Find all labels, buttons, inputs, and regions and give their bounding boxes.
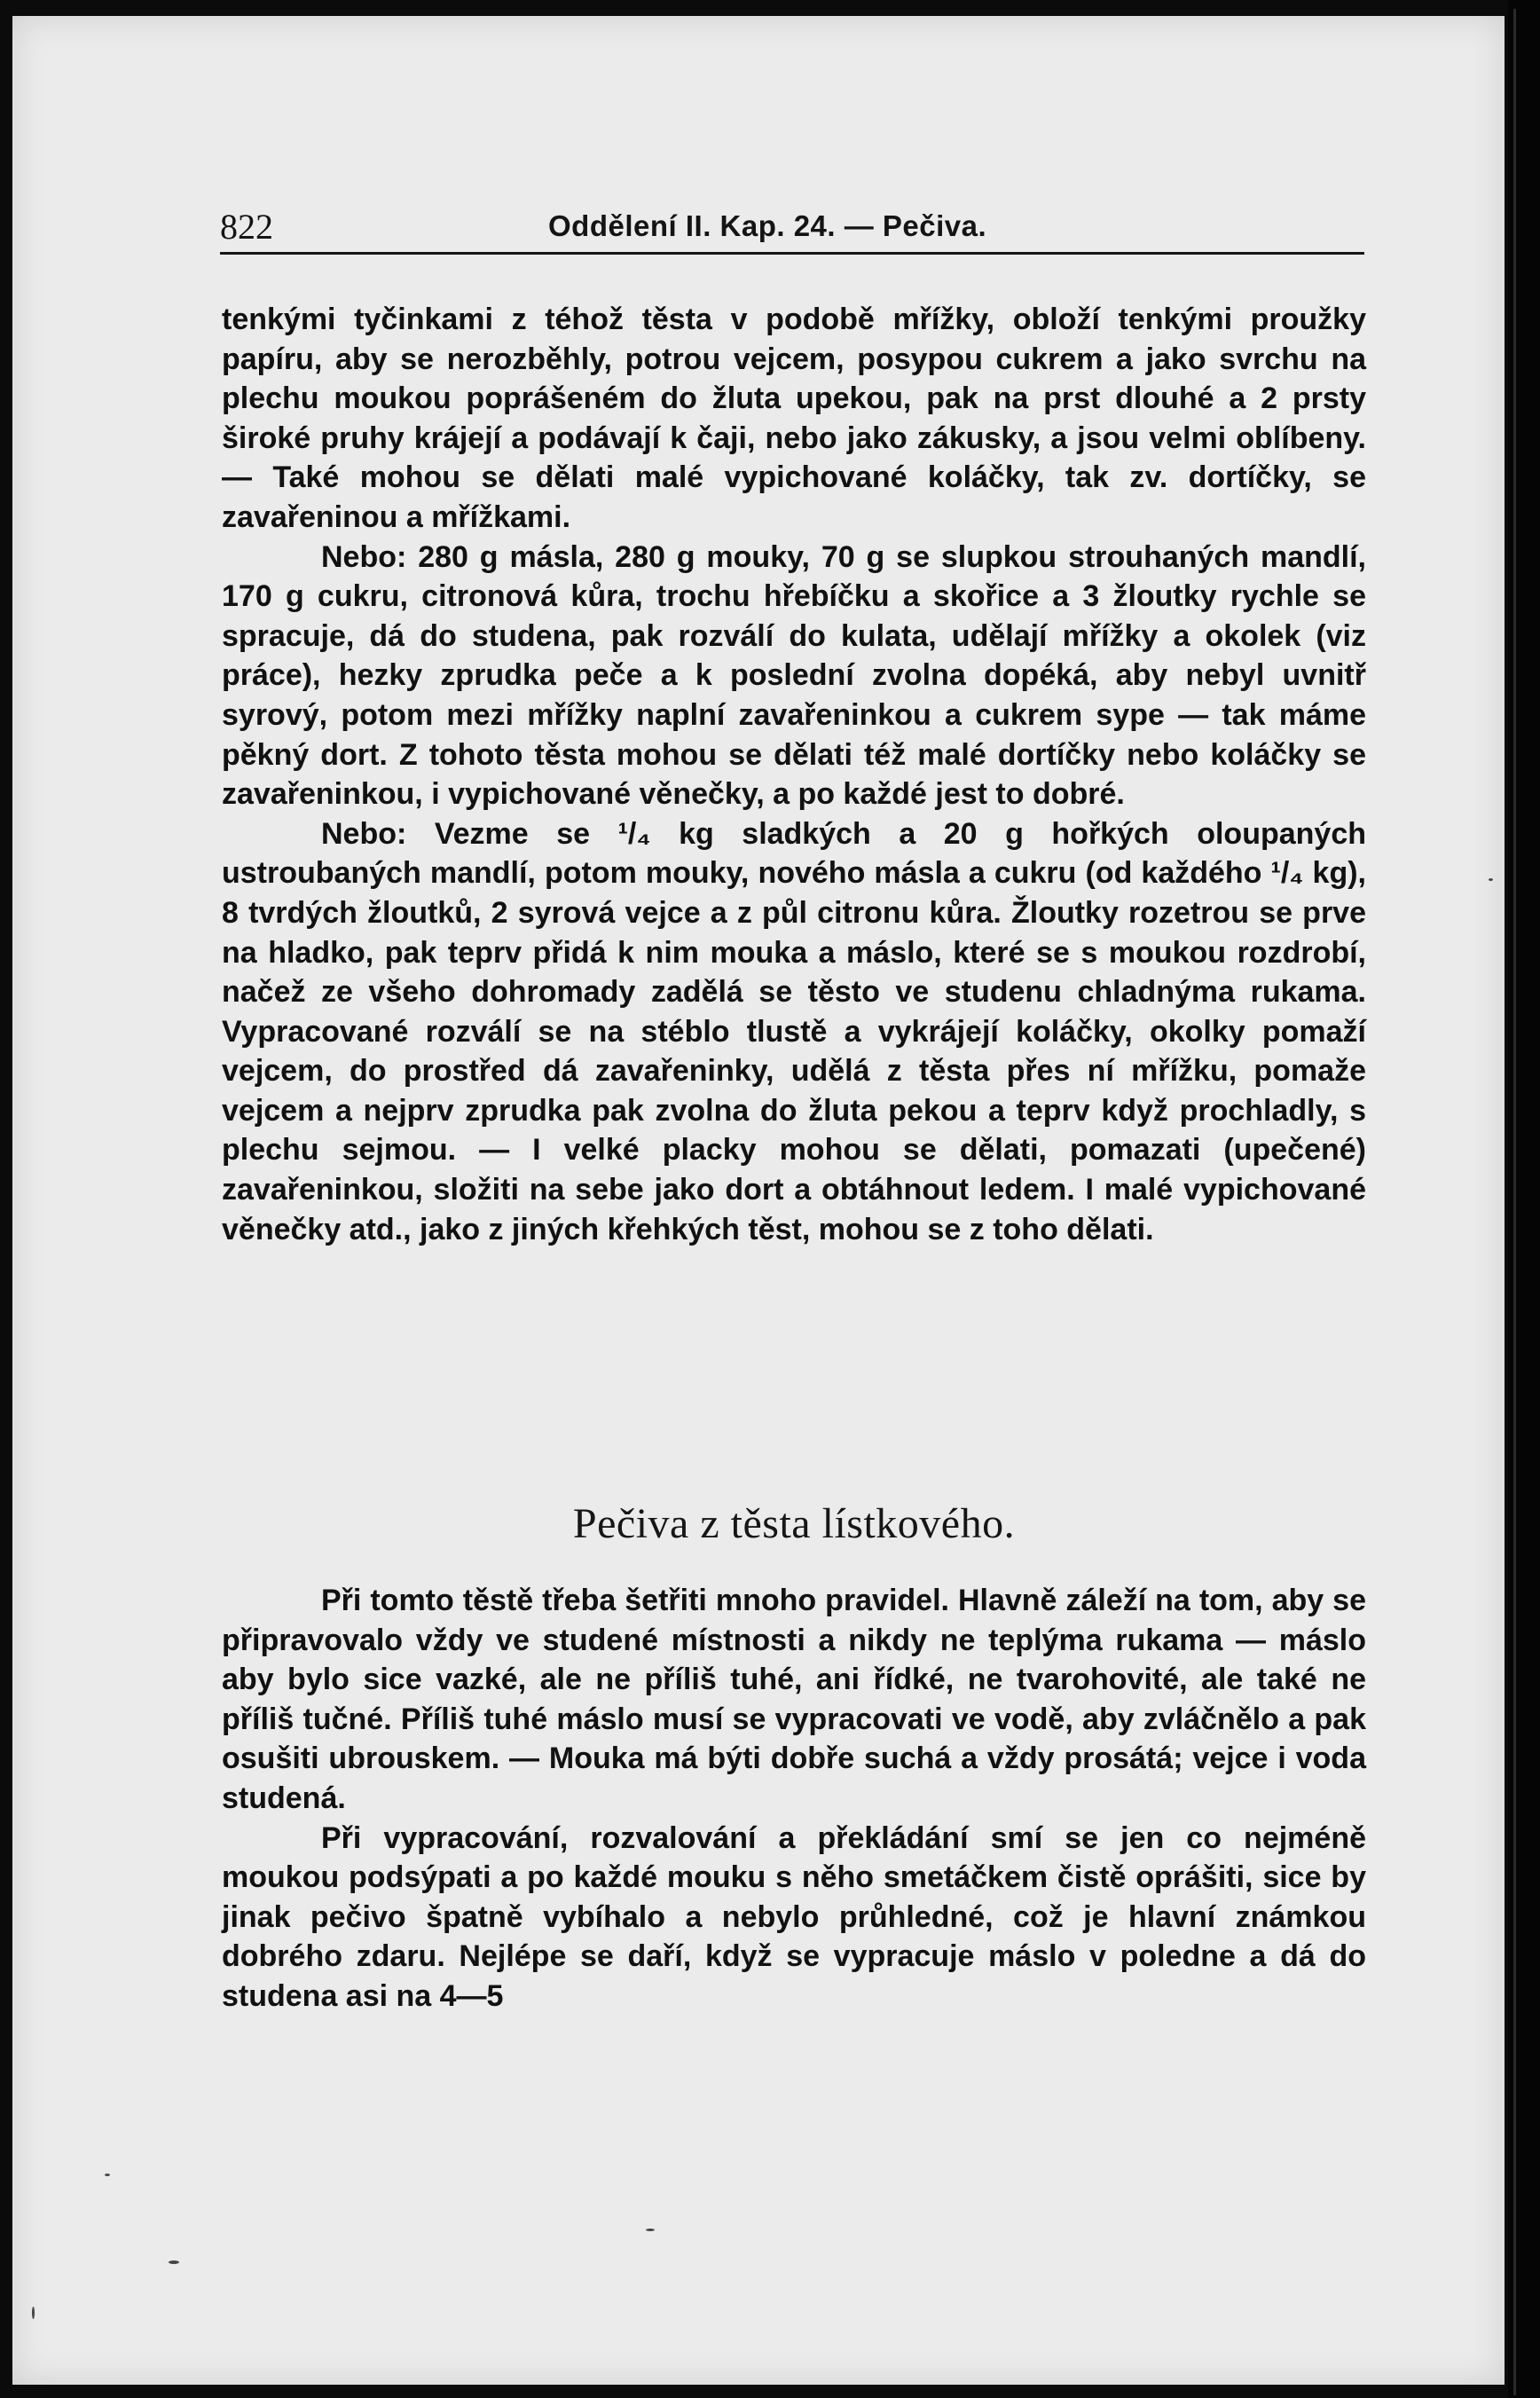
paragraph-text: : 280 g másla, 280 g mouky, 70 g se slupkou strouhaných mandlí, 170 g cukru, citronová kůra, trochu hřebíčku a skořice a 3 žloutky rychle se spracuje, dá do studena, pak rozválí do kulata, udělají mřížky a okolek (viz práce), hezky zprudka peče a k poslední zvolna dopéká, aby nebyl uvnitř syrový, potom mezi mřížky naplní zavařeninkou a cukrem sype — tak máme pěkný dort. Z tohoto těsta mohou se dělati též malé dortíčky nebo koláčky se zavařeninkou, i vypichované věnečky, a po každé jest to dobré. bbox=[222, 539, 1366, 812]
scan-speck bbox=[646, 2229, 655, 2231]
paragraph-text: tenkými tyčinkami z téhož těsta v podobě mřížky, obloží tenkými proužky papíru, aby se nerozběhly, potrou vejcem, posypou cukrem a jako svrchu na plechu moukou poprášeném do žluta upekou, pak na prst dlouhé a 2 prsty široké pruhy krájejí a podávají k čaji, nebo jako zákusky, a jsou velmi oblíbeny. — Také mohou se dělati malé vypichované koláčky, tak zv. dortíčky, se zavařeninou a mřížkami. bbox=[222, 303, 1366, 534]
page-header bbox=[220, 206, 1364, 255]
page-number: 822 bbox=[220, 207, 273, 247]
section-heading: Pečiva z těsta lístkového. bbox=[572, 1500, 1016, 1547]
scan-speck bbox=[169, 2260, 179, 2264]
paragraph-recipe-2 bbox=[222, 538, 1366, 814]
paragraph-intro bbox=[222, 1581, 1366, 1819]
paragraph-lead: Nebo bbox=[321, 539, 397, 574]
scan-speck bbox=[32, 2307, 35, 2319]
paragraph-text: : Vezme se ¹/₄ kg sladkých a 20 g hořkých oloupaných ustroubaných mandlí, potom mouky, nového másla a cukru (od každého ¹/₄ kg), 8 tvrdých žloutků, 2 syrová vejce a z půl citronu kůra. Žloutky rozetrou se prve na hladko, pak teprv přidá k nim mouka a máslo, které se s moukou rozdrobí, načež ze všeho dohromady zadělá se těsto ve studenu chladnýma rukama. Vypracované rozválí se na stéblo tlustě a vykrájejí koláčky, okolky pomaží vejcem, do prostřed dá zavařeninky, udělá z těsta přes ní mřížku, pomaže vejcem a nejprv zprudka pak zvolna do žluta pekou a teprv když prochladly, s plechu sejmou. — I velké placky mohou se dělati, pomazati (upečené) zavařeninkou, složiti na sebe jako dort a obtáhnout ledem. I malé vypichované věnečky atd., jako z jiných křehkých těst, mohou se z toho dělati. bbox=[222, 816, 1366, 1246]
page-edge-line bbox=[1513, 9, 1516, 2395]
paragraph-continuation bbox=[222, 300, 1366, 538]
scan-speck bbox=[105, 2174, 110, 2176]
section-2-body bbox=[222, 1581, 1366, 2017]
paragraph-text: Při tomto těstě třeba šetřiti mnoho pravidel. Hlavně záleží na tom, aby se připravovalo vždy ve studené místnosti a nikdy ne teplýma rukama — máslo aby bylo sice vazké, ale ne příliš tuhé, ani řídké, ne tvarohovité, ale také ne příliš tučné. Příliš tuhé máslo musí se vypracovati ve vodě, aby zvláčnělo a pak osušiti ubrouskem. — Mouka má býti dobře suchá a vždy prosátá; vejce i voda studená. bbox=[222, 1584, 1366, 1815]
paragraph-lead: Nebo bbox=[321, 816, 397, 851]
running-head: Oddělení II. Kap. 24. — Pečiva. bbox=[548, 209, 987, 242]
paragraph-technique bbox=[222, 1819, 1366, 2017]
scan-speck bbox=[1489, 878, 1493, 881]
section-1-body bbox=[222, 300, 1366, 1249]
paragraph-text: Při vypracování, rozvalování a překládání smí se jen co nejméně moukou podsýpati a po každé mouku s něho smetáčkem čistě oprášiti, sice by jinak pečivo špatně vybíhalo a nebylo průhledné, což je hlavní známkou dobrého zdaru. Nejlépe se daří, když se vypracuje máslo v poledne a dá do studena asi na 4—5 bbox=[222, 1820, 1366, 2013]
paragraph-recipe-3 bbox=[222, 814, 1366, 1250]
